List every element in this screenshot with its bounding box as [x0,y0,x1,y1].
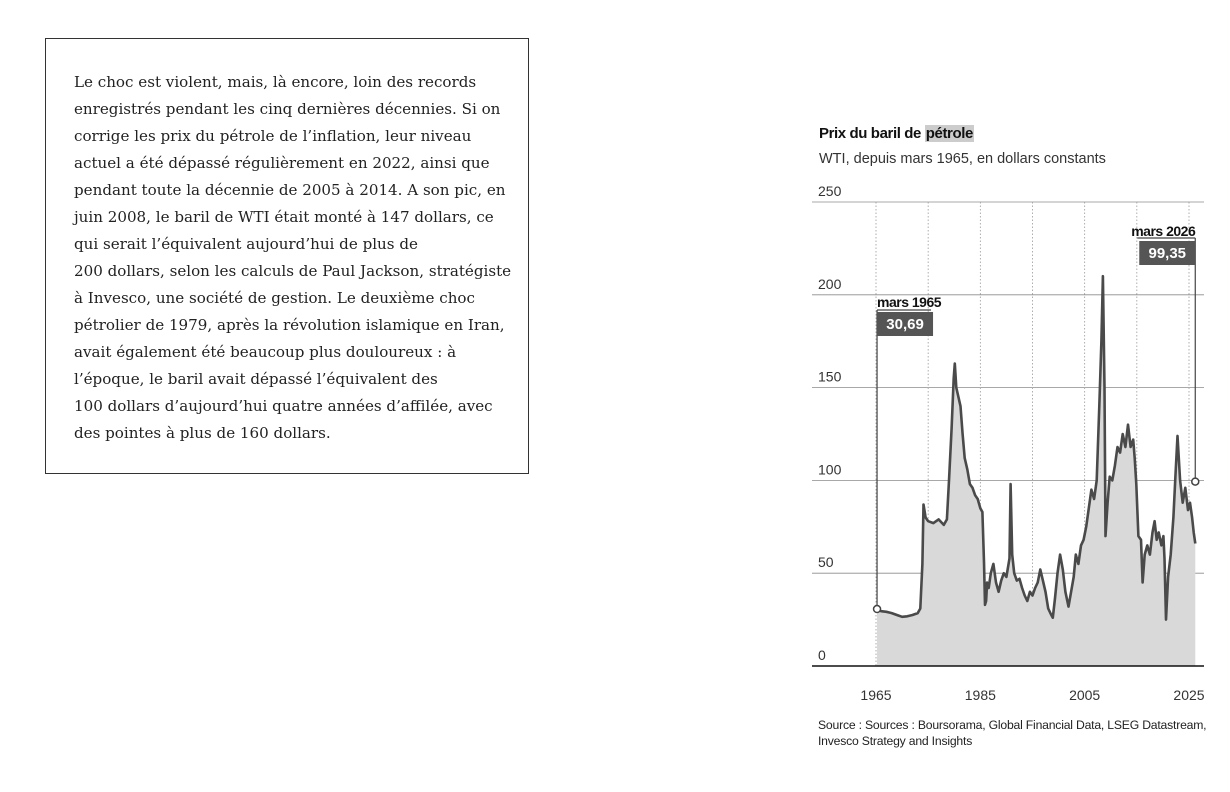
annotation-value-1965: 30,69 [886,316,924,333]
y-tick-label: 150 [818,368,842,385]
article-line: des pointes à plus de 160 dollars. [74,424,331,442]
y-tick-label: 250 [818,183,842,199]
x-tick-label: 2025 [1173,687,1205,703]
article-line: pétrolier de 1979, après la révolution islamique en Iran, [74,316,505,334]
article-paragraph [74,69,510,447]
article-line: avait également été beaucoup plus douloureux : à [74,343,457,361]
y-tick-label: 100 [818,461,842,478]
article-line: Le choc est violent, mais, là encore, loin des records [74,73,477,91]
article-line: l’époque, le baril avait dépassé l’équivalent des [74,370,438,388]
annotation-date-1965: mars 1965 [877,294,942,310]
chart-plot [812,120,1212,760]
y-tick-label: 50 [818,554,834,571]
annotation-value-2026: 99,35 [1148,245,1187,262]
annotation-date-2026: mars 2026 [1131,223,1196,239]
chart-subtitle: WTI, depuis mars 1965, en dollars constants [819,151,1106,167]
chart-source: Source : Sources : Boursorama, Global Financial Data, LSEG Datastream, Invesco Strategy and Insights [818,718,1207,748]
article-line: 200 dollars, selon les calculs de Paul Jackson, stratégiste [74,262,512,280]
oil-price-chart [812,120,1212,760]
article-box [45,38,529,474]
annotation-point-2026 [1192,478,1199,485]
article-line: corrige les prix du pétrole de l’inflation, leur niveau [74,127,472,145]
article-line: pendant toute la décennie de 2005 à 2014. A son pic, en [74,181,506,199]
annotation-point-1965 [874,606,881,613]
article-line: à Invesco, une société de gestion. Le deuxième choc [74,289,475,307]
chart-title-prefix: Prix du baril de [819,125,925,142]
y-tick-label: 0 [818,647,826,663]
article-line: juin 2008, le baril de WTI était monté à 147 dollars, ce [74,208,494,226]
article-line: actuel a été dépassé régulièrement en 2022, ainsi que [74,154,490,172]
article-line: qui serait l’équivalent aujourd’hui de plus de [74,235,418,253]
x-tick-label: 1965 [860,687,892,703]
article-line: enregistrés pendant les cinq dernières décennies. Si on [74,100,501,118]
article-line: 100 dollars d’aujourd’hui quatre années d’affilée, avec [74,397,493,415]
x-tick-label: 1985 [964,687,996,703]
x-tick-label: 2005 [1069,687,1101,703]
y-tick-label: 200 [818,275,842,292]
chart-title-highlight: pétrole [925,125,973,142]
